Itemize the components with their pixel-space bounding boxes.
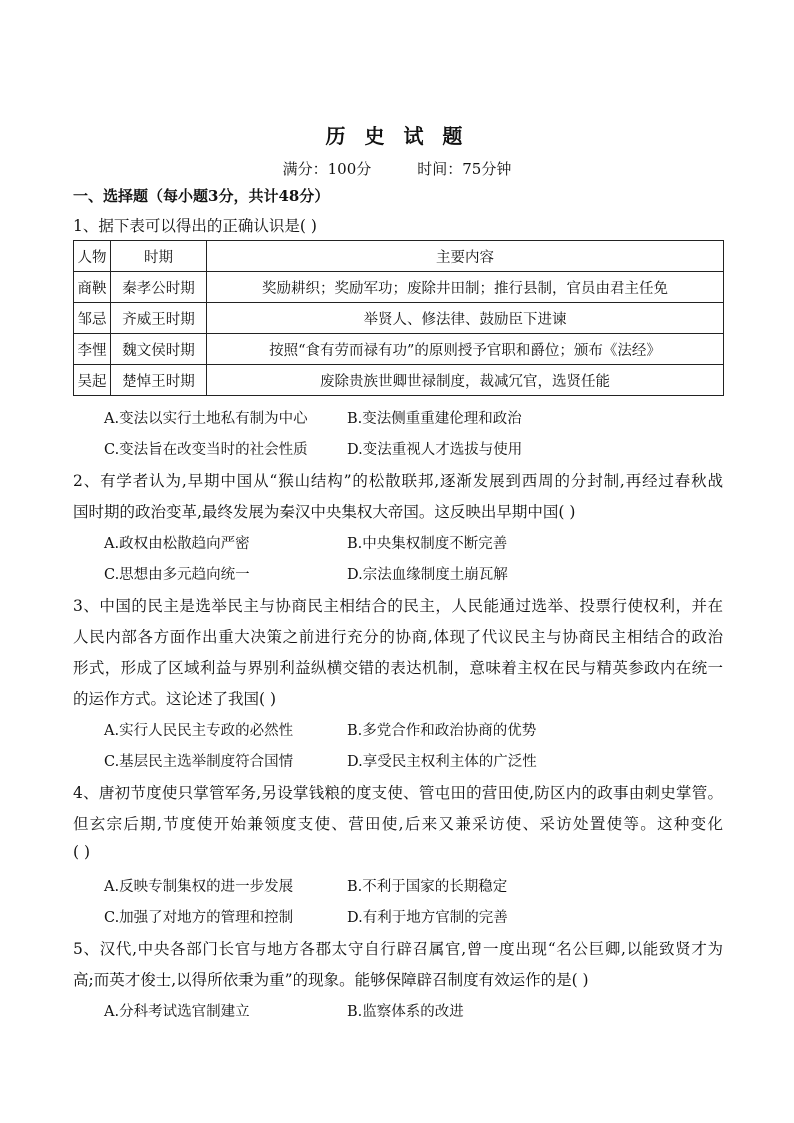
q2-option-a: A.政权由松散趋向严密 <box>104 536 250 552</box>
q4-option-d: D.有利于地方官制的完善 <box>347 910 508 926</box>
q2-line-1: 2、有学者认为,早期中国从“猴山结构”的松散联邦,逐渐发展到西周的分封制,再经过春秋战 <box>73 472 723 490</box>
q3-option-b: B.多党合作和政治协商的优势 <box>347 723 537 739</box>
table-row <box>74 272 724 303</box>
table-cell-period: 魏文侯时期 <box>111 334 207 365</box>
exam-meta <box>0 158 794 179</box>
table-header-cell: 人物 <box>74 241 111 272</box>
q1-option-b: B.变法侧重重建伦理和政治 <box>347 411 522 427</box>
q1-stem: 1、据下表可以得出的正确认识是( ) <box>73 217 317 235</box>
q3-line-2: 人民内部各方面作出重大决策之前进行充分的协商,体现了代议民主与协商民主相结合的政治 <box>73 628 723 646</box>
q2-option-d: D.宗法血缘制度土崩瓦解 <box>347 567 508 583</box>
table-header-cell: 时期 <box>111 241 207 272</box>
table-cell-period: 齐威王时期 <box>111 303 207 334</box>
table-row <box>74 334 724 365</box>
q5-line-1: 5、汉代,中央各部门长官与地方各郡太守自行辟召属官,曾一度出现“名公巨卿,以能致贤才为 <box>73 940 723 958</box>
table-cell-period: 楚悼王时期 <box>111 365 207 396</box>
q3-line-4: 的运作方式。这论述了我国( ) <box>73 690 277 708</box>
time-limit: 时间：75分钟 <box>417 160 512 178</box>
full-score: 满分：100分 <box>282 160 372 178</box>
table-cell-period: 秦孝公时期 <box>111 272 207 303</box>
q4-option-c: C.加强了对地方的管理和控制 <box>104 910 294 926</box>
q3-option-a: A.实行人民民主专政的必然性 <box>104 723 294 739</box>
table-cell-person: 邹忌 <box>74 303 111 334</box>
q5-line-2: 高;而英才俊士,以得所依秉为重”的现象。能够保障辟召制度有效运作的是( ) <box>73 971 589 989</box>
table-header-row <box>74 241 724 272</box>
table-cell-content: 奖励耕织；奖励军功；废除井田制；推行县制，官员由君主任免 <box>207 272 724 303</box>
table-cell-person: 吴起 <box>74 365 111 396</box>
q4-line-1: 4、唐初节度使只掌管军务,另设掌钱粮的度支使、管屯田的营田使,防区内的政事由刺史掌管。 <box>73 784 723 802</box>
table-cell-content: 举贤人、修法律、鼓励臣下进谏 <box>207 303 724 334</box>
table-header-cell: 主要内容 <box>207 241 724 272</box>
q4-option-a: A.反映专制集权的进一步发展 <box>104 879 294 895</box>
q1-option-a: A.变法以实行土地私有制为中心 <box>104 411 308 427</box>
q1-option-c: C.变法旨在改变当时的社会性质 <box>104 442 308 458</box>
section-heading: 一、选择题（每小题3分，共计48分） <box>73 187 330 205</box>
q5-option-b: B.监察体系的改进 <box>347 1004 464 1020</box>
table-cell-content: 废除贵族世卿世禄制度，裁减冗官，选贤任能 <box>207 365 724 396</box>
q1-table <box>73 240 724 396</box>
table-cell-content: 按照“食有劳而禄有功”的原则授予官职和爵位；颁布《法经》 <box>207 334 724 365</box>
q2-line-2: 国时期的政治变革,最终发展为秦汉中央集权大帝国。这反映出早期中国( ) <box>73 503 576 521</box>
table-cell-person: 商鞅 <box>74 272 111 303</box>
table-cell-person: 李悝 <box>74 334 111 365</box>
q2-option-c: C.思想由多元趋向统一 <box>104 567 250 583</box>
q3-option-c: C.基层民主选举制度符合国情 <box>104 754 294 770</box>
q5-option-a: A.分科考试选官制建立 <box>104 1004 250 1020</box>
q1-option-d: D.变法重视人才选拔与使用 <box>347 442 523 458</box>
q3-option-d: D.享受民主权利主体的广泛性 <box>347 754 537 770</box>
q3-line-1: 3、中国的民主是选举民主与协商民主相结合的民主，人民能通过选举、投票行使权利，并在 <box>73 597 723 615</box>
table-row <box>74 303 724 334</box>
page-title: 历 史 试 题 <box>325 124 469 148</box>
q4-option-b: B.不利于国家的长期稳定 <box>347 879 508 895</box>
q2-option-b: B.中央集权制度不断完善 <box>347 536 508 552</box>
q4-line-3: ( ) <box>73 843 91 861</box>
table-row <box>74 365 724 396</box>
q4-line-2: 但玄宗后期,节度使开始兼领度支使、营田使,后来又兼采访使、采访处置使等。这种变化 <box>73 815 723 833</box>
q3-line-3: 形式，形成了区域利益与界别利益纵横交错的表达机制，意味着主权在民与精英参政内在统一 <box>73 659 723 677</box>
